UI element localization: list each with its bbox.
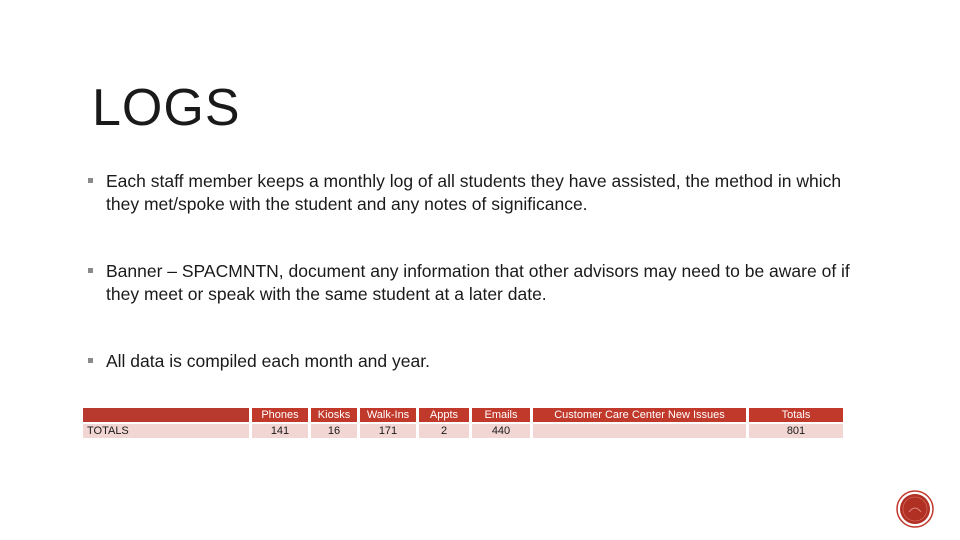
square-bullet-icon [88,178,93,183]
header-cell: Totals [749,408,843,422]
header-cell: Phones [252,408,308,422]
square-bullet-icon [88,268,93,273]
table-header-row [83,408,843,422]
table-cell: 171 [360,424,416,438]
seal-logo-icon [896,490,934,528]
table-cell: 440 [472,424,530,438]
table-row [83,424,843,438]
bullet-item [88,170,878,216]
header-cell [83,408,249,422]
table-cell [533,424,746,438]
bullet-list [88,170,878,373]
square-bullet-icon [88,358,93,363]
totals-table [80,406,846,440]
bullet-text: Banner – SPACMNTN, document any information that other advisors may need to be aware of if they meet or speak with the same student at a later date. [106,261,850,304]
table-cell: TOTALS [83,424,249,438]
bullet-item [88,350,878,373]
header-cell: Kiosks [311,408,357,422]
bullet-item [88,260,878,306]
header-cell: Walk-Ins [360,408,416,422]
table-cell: 141 [252,424,308,438]
bullet-text: All data is compiled each month and year. [106,351,430,371]
header-cell: Emails [472,408,530,422]
bullet-text: Each staff member keeps a monthly log of all students they have assisted, the method in which they met/spoke with the student and any notes of significance. [106,171,842,214]
header-cell: Appts [419,408,469,422]
header-cell: Customer Care Center New Issues [533,408,746,422]
table-cell: 16 [311,424,357,438]
table-cell: 2 [419,424,469,438]
slide-title: LOGS [92,79,241,137]
table-cell: 801 [749,424,843,438]
